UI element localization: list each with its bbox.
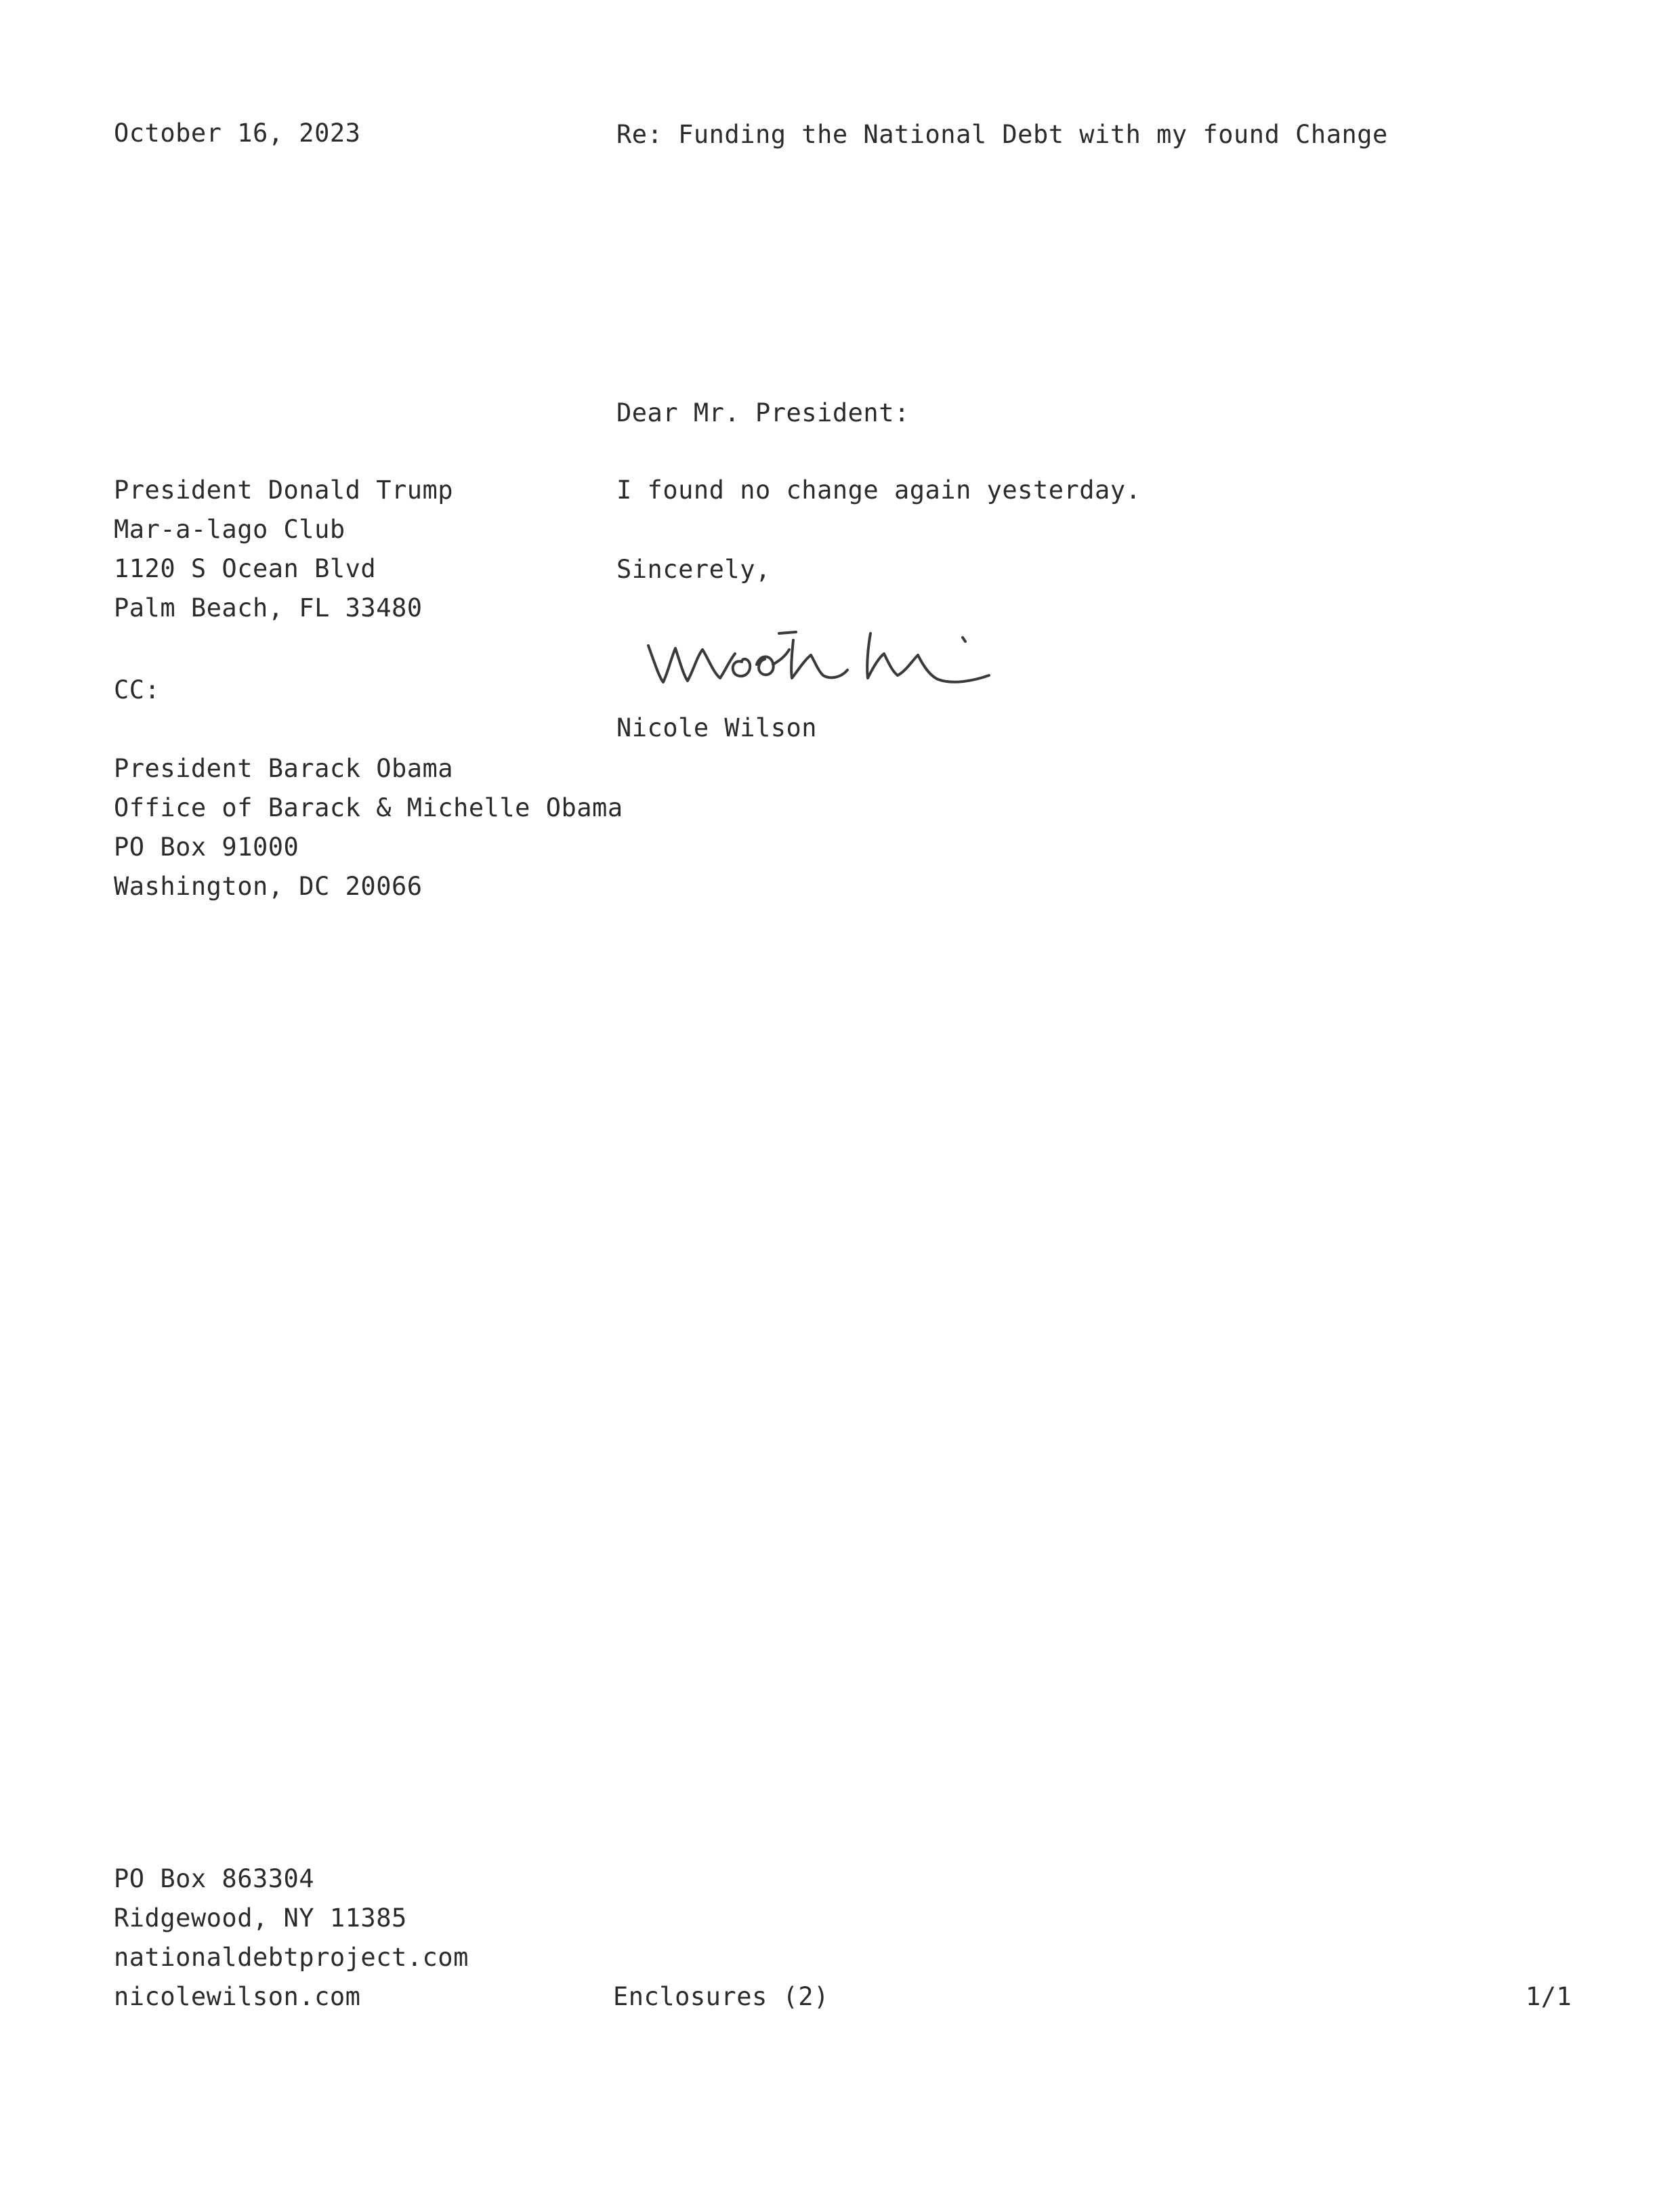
cc-label: CC:: [114, 675, 161, 704]
sender-footer: [114, 1859, 469, 2017]
cc-line: President Barack Obama: [114, 754, 454, 783]
cc-line: Office of Barack & Michelle Obama: [114, 793, 623, 822]
salutation: Dear Mr. President:: [616, 398, 910, 427]
recipient-address: [114, 471, 453, 628]
letter-date: October 16, 2023: [114, 119, 361, 148]
cc-address: [114, 749, 623, 906]
handwritten-signature: [640, 613, 999, 704]
recipient-line: 1120 S Ocean Blvd: [114, 554, 377, 583]
subject-line: Re: Funding the National Debt with my found Change: [616, 120, 1388, 149]
recipient-line: Mar-a-lago Club: [114, 515, 345, 544]
signer-name: Nicole Wilson: [616, 713, 818, 742]
closing: Sincerely,: [616, 555, 771, 584]
enclosures-note: Enclosures (2): [613, 1982, 829, 2011]
page-number: 1/1: [1526, 1982, 1572, 2011]
sender-line: Ridgewood, NY 11385: [114, 1903, 407, 1933]
cc-line: PO Box 91000: [114, 833, 299, 862]
sender-line: PO Box 863304: [114, 1864, 315, 1893]
recipient-line: President Donald Trump: [114, 476, 454, 505]
recipient-line: Palm Beach, FL 33480: [114, 593, 423, 623]
cc-line: Washington, DC 20066: [114, 872, 423, 901]
sender-website-link[interactable]: nationaldebtproject.com: [114, 1943, 469, 1972]
sender-website-link[interactable]: nicolewilson.com: [114, 1982, 361, 2011]
letter-body: I found no change again yesterday.: [616, 476, 1141, 505]
